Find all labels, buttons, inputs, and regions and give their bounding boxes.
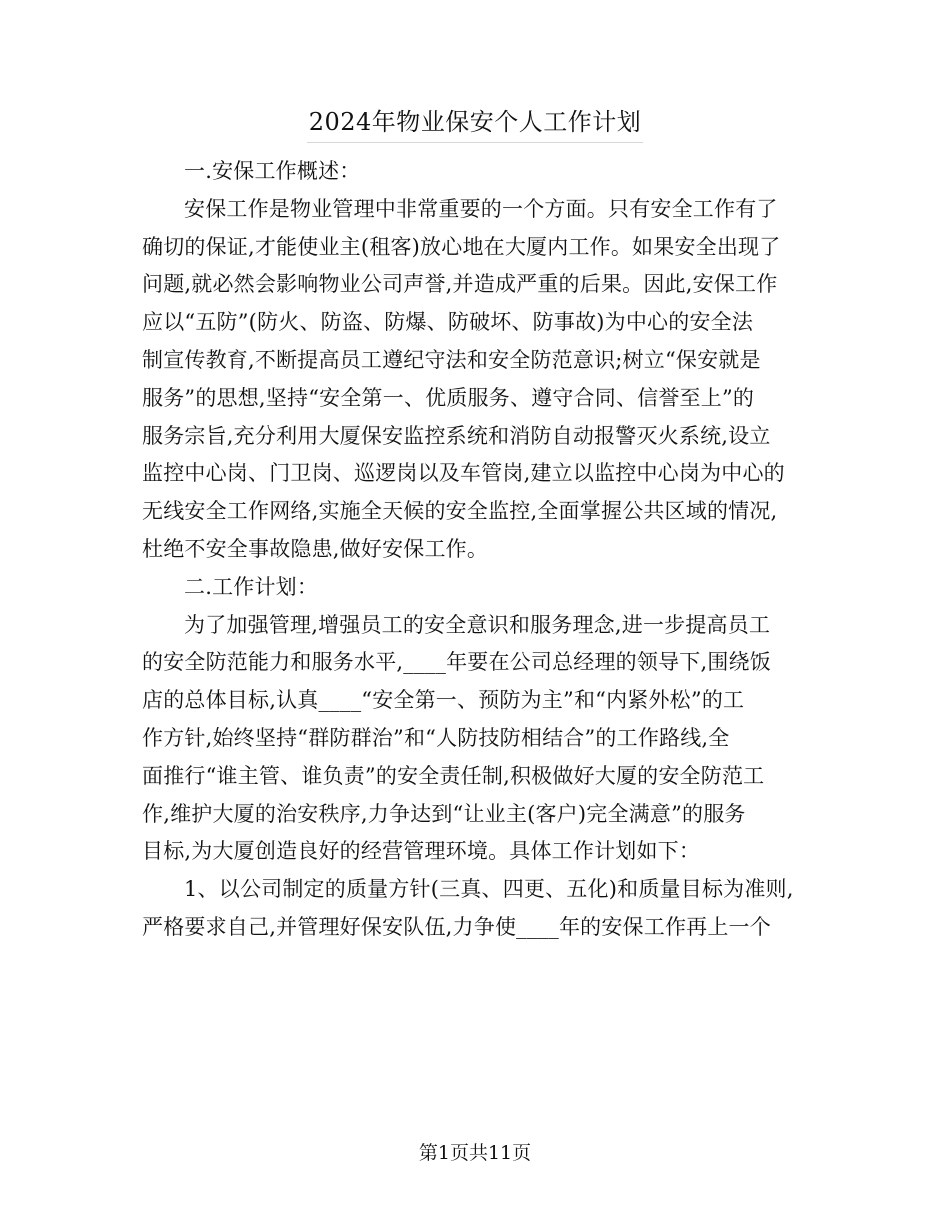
text-line: 无线安全工作网络,实施全天候的安全监控,全面掌握公共区域的情况, [142, 499, 778, 524]
page-number: 第1页共11页 [418, 1142, 532, 1164]
paragraph-plan-intro [142, 607, 810, 872]
text-line: 杜绝不安全事故隐患,做好安保工作。 [142, 536, 489, 561]
text-line: 应以“五防”(防火、防盗、防爆、防破坏、防事故)为中心的安全法 [142, 310, 754, 335]
text-line: 问题,就必然会影响物业公司声誉,并造成严重的后果。因此,安保工作 [142, 272, 778, 297]
text-line: 为了加强管理,增强员工的安全意识和服务理念,进一步提高员工 [184, 612, 771, 637]
text-line: 严格要求自己,并管理好保安队伍,力争使____年的安保工作再上一个 [142, 914, 771, 939]
text-line: 店的总体目标,认真____“安全第一、预防为主”和“内紧外松”的工 [142, 688, 745, 713]
document-title: 2024年物业保安个人工作计划 [308, 108, 642, 136]
section-heading-plan [142, 569, 810, 607]
text-line: 监控中心岗、门卫岗、巡逻岗以及车管岗,建立以监控中心岗为中心的 [142, 461, 785, 486]
text-line: 目标,为大厦创造良好的经营管理环境。具体工作计划如下： [142, 839, 701, 864]
text-line: 服务宗旨,充分利用大厦保安监控系统和消防自动报警灭火系统,设立 [142, 423, 771, 448]
text-line: 一.安保工作概述： [184, 159, 361, 183]
paragraph-plan-item-1 [142, 871, 810, 947]
text-line: 制宣传教育,不断提高员工遵纪守法和安全防范意识;树立“保安就是 [142, 347, 761, 372]
text-line: 确切的保证,才能使业主(租客)放心地在大厦内工作。如果安全出现了 [142, 234, 781, 259]
text-line: 面推行“谁主管、谁负责”的安全责任制,积极做好大厦的安全防范工 [142, 763, 765, 788]
document-body [142, 153, 810, 947]
paragraph-overview [142, 191, 810, 569]
title-underline [307, 142, 643, 143]
text-line: 作,维护大厦的治安秩序,力争达到“让业主(客户)完全满意”的服务 [142, 801, 746, 826]
text-line: 安保工作是物业管理中非常重要的一个方面。只有安全工作有了 [184, 196, 778, 221]
text-line: 的安全防范能力和服务水平,____年要在公司总经理的领导下,围绕饭 [142, 650, 771, 675]
text-line: 作方针,始终坚持“群防群治”和“人防技防相结合”的工作路线,全 [142, 725, 730, 750]
text-line: 服务”的思想,坚持“安全第一、优质服务、遵守合同、信誉至上”的 [142, 385, 755, 410]
text-line: 二.工作计划： [184, 574, 319, 599]
text-line: 1、以公司制定的质量方针(三真、四更、五化)和质量目标为准则, [184, 877, 794, 902]
section-heading-overview [142, 153, 810, 191]
